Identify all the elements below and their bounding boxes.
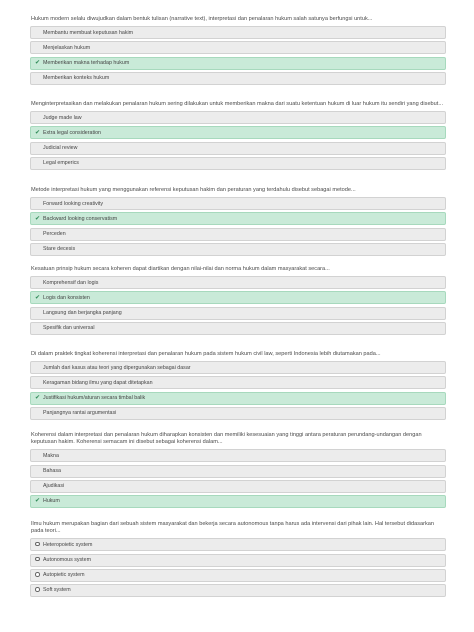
option[interactable]: [30, 361, 446, 374]
option-label: Autonomous system: [43, 557, 91, 564]
option-radio[interactable]: [30, 538, 446, 551]
option-label: Menjelaskan hukum: [43, 44, 91, 51]
option[interactable]: [30, 276, 446, 289]
option[interactable]: [30, 376, 446, 389]
question-text: Kesatuan prinsip hukum secara koheren dapat diartikan dengan nilai-nilai dan norma hukum dalam masyarakat secara...: [31, 266, 330, 272]
option-label: Membantu membuat keputusan hakim: [43, 29, 134, 36]
option[interactable]: [30, 243, 446, 256]
option-correct[interactable]: [30, 291, 446, 304]
check-icon: ✔: [35, 60, 41, 67]
option-label: Memberikan makna terhadap hukum: [43, 60, 130, 67]
radio-icon[interactable]: [35, 542, 40, 547]
option-label: Soft system: [43, 587, 71, 594]
question-text: Di dalam praktek tingkat koherensi interpretasi dan penalaran hukum pada sistem hukum civil law, seperti Indonesia lebih diutamakan pada...: [31, 351, 381, 357]
option-label: Judge made law: [43, 114, 82, 121]
question-text: Hukum modern selalu diwujudkan dalam bentuk tulisan (narrative text), interpretasi dan penalaran hukum salah satunya berfungsi untuk...: [31, 16, 373, 22]
option-correct[interactable]: [30, 495, 446, 508]
option-label: Forward looking creativity: [43, 200, 104, 207]
check-icon: ✔: [35, 294, 41, 301]
option-label: Backward looking conservatism: [43, 215, 118, 222]
check-icon: ✔: [35, 215, 41, 222]
option[interactable]: [30, 407, 446, 420]
option-radio[interactable]: [30, 554, 446, 567]
option-label: Panjangnya rantai argumentasi: [43, 410, 117, 417]
option-radio[interactable]: [30, 569, 446, 582]
option-label: Memberikan konteks hukum: [43, 75, 110, 82]
question-6: [30, 432, 446, 510]
option-correct[interactable]: [30, 126, 446, 139]
option-label: Komprehensif dan logis: [43, 279, 99, 286]
question-4: [30, 266, 446, 337]
option[interactable]: [30, 111, 446, 124]
option-correct[interactable]: [30, 212, 446, 225]
option[interactable]: [30, 465, 446, 478]
option-label: Jumlah dari kasus atau teori yang dipergunakan sebagai dasar: [43, 364, 191, 371]
question-text: Menginterpretasikan dan melakukan penalaran hukum sering dilakukan untuk memberikan makna dari suatu ketentuan hukum di luar hukum itu sendiri yang disebut...: [31, 101, 443, 107]
option-label: Ajudikasi: [43, 483, 65, 490]
option-label: Justifikasi hukum/aturan secara timbal balik: [43, 395, 146, 402]
question-1: [30, 16, 446, 87]
option[interactable]: [30, 26, 446, 39]
question-text: Metode interpretasi hukum yang menggunakan referensi keputusan hakim dan peraturan yang terdahulu disebut sebagai metode...: [31, 187, 356, 193]
option[interactable]: [30, 72, 446, 85]
option-label: Spesifik dan universal: [43, 325, 95, 332]
option-label: Stare decesis: [43, 246, 76, 253]
question-3: [30, 187, 446, 258]
option-label: Bahasa: [43, 468, 61, 475]
question-text: Ilmu hukum merupakan bagian dari sebuah sistem masyarakat dan bekerja secara autonomous tanpa harus ada intervensi dari pihak lain. Hal tersebut didasarkan pada teori...: [31, 521, 434, 535]
option-label: Makna: [43, 452, 59, 459]
question-7: [30, 521, 446, 599]
radio-icon[interactable]: [35, 572, 40, 577]
option[interactable]: [30, 322, 446, 335]
option-radio[interactable]: [30, 584, 446, 597]
check-icon: ✔: [35, 129, 41, 136]
check-icon: ✔: [35, 395, 41, 402]
option[interactable]: [30, 157, 446, 170]
option-correct[interactable]: [30, 392, 446, 405]
option-label: Langsung dan berjangka panjang: [43, 310, 122, 317]
option-label: Logis dan konsisten: [43, 294, 90, 301]
option-label: Keragaman bidang ilmu yang dapat ditetapkan: [43, 379, 153, 386]
option[interactable]: [30, 449, 446, 462]
check-icon: ✔: [35, 498, 41, 505]
option[interactable]: [30, 307, 446, 320]
radio-icon[interactable]: [35, 557, 40, 562]
option-label: Legal emperics: [43, 160, 79, 167]
option-label: Hukum: [43, 498, 60, 505]
option-label: Perceden: [43, 231, 66, 238]
option[interactable]: [30, 142, 446, 155]
option-correct[interactable]: [30, 57, 446, 70]
radio-icon[interactable]: [35, 587, 40, 592]
question-5: [30, 351, 446, 422]
option-label: Heteropoietic system: [43, 541, 93, 548]
option-label: Extra legal consideration: [43, 129, 102, 136]
question-2: [30, 101, 446, 172]
option[interactable]: [30, 228, 446, 241]
option-label: Autopietic system: [43, 572, 85, 579]
option[interactable]: [30, 480, 446, 493]
question-text: Koherensi dalam interpretasi dan penalaran hukum diharapkan konsisten dan memiliki kesesuaian yang tinggi antara peraturan perundang-undangan dengan keputusan hakim. Koherensi semacam ini disebut sebagai koherensi dalam...: [31, 432, 422, 446]
option[interactable]: [30, 197, 446, 210]
option[interactable]: [30, 41, 446, 54]
option-label: Judicial review: [43, 145, 78, 152]
